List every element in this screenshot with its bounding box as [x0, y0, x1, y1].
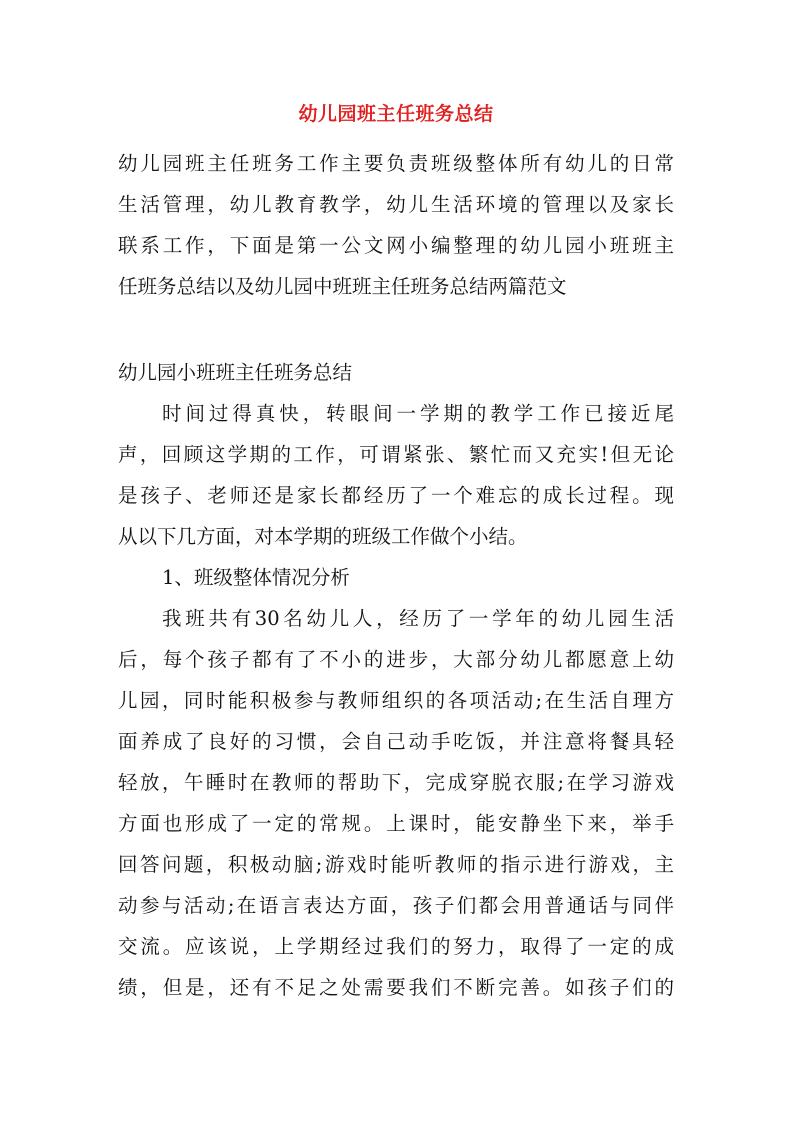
paragraph-line: 我班共有30名幼儿人，经历了一学年的幼儿园生活 — [162, 607, 674, 630]
intro-line: 幼儿园班主任班务工作主要负责班级整体所有幼儿的日常 — [118, 152, 674, 175]
paragraph-line: 动参与活动;在语言表达方面，孩子们都会用普通话与同伴 — [118, 894, 674, 917]
subheading: 1、班级整体情况分析 — [162, 566, 350, 589]
paragraph-line: 是孩子、老师还是家长都经历了一个难忘的成长过程。现 — [118, 484, 674, 507]
paragraph-line: 回答问题，积极动脑;游戏时能听教师的指示进行游戏，主 — [118, 853, 674, 876]
paragraph-line: 绩，但是，还有不足之处需要我们不断完善。如孩子们的 — [118, 976, 674, 999]
document-title: 幼儿园班主任班务总结 — [298, 103, 494, 125]
paragraph-line: 面养成了良好的习惯，会自己动手吃饭，并注意将餐具轻 — [118, 730, 674, 753]
paragraph-line: 从以下几方面，对本学期的班级工作做个小结。 — [118, 525, 528, 548]
paragraph-line: 方面也形成了一定的常规。上课时，能安静坐下来，举手 — [118, 812, 674, 835]
paragraph-line: 儿园，同时能积极参与教师组织的各项活动;在生活自理方 — [118, 689, 674, 712]
paragraph-line: 交流。应该说，上学期经过我们的努力，取得了一定的成 — [118, 935, 674, 958]
intro-line: 生活管理，幼儿教育教学，幼儿生活环境的管理以及家长 — [118, 193, 674, 216]
intro-line: 联系工作，下面是第一公文网小编整理的幼儿园小班班主 — [118, 234, 674, 257]
section-heading: 幼儿园小班班主任班务总结 — [118, 361, 353, 384]
paragraph-line: 后，每个孩子都有了不小的进步，大部分幼儿都愿意上幼 — [118, 648, 674, 671]
paragraph-line: 声，回顾这学期的工作，可谓紧张、繁忙而又充实!但无论 — [118, 443, 674, 466]
paragraph-line: 轻放，午睡时在教师的帮助下，完成穿脱衣服;在学习游戏 — [118, 771, 674, 794]
paragraph-line: 时间过得真快，转眼间一学期的教学工作已接近尾 — [162, 402, 674, 425]
intro-line: 任班务总结以及幼儿园中班班主任班务总结两篇范文 — [118, 275, 567, 298]
